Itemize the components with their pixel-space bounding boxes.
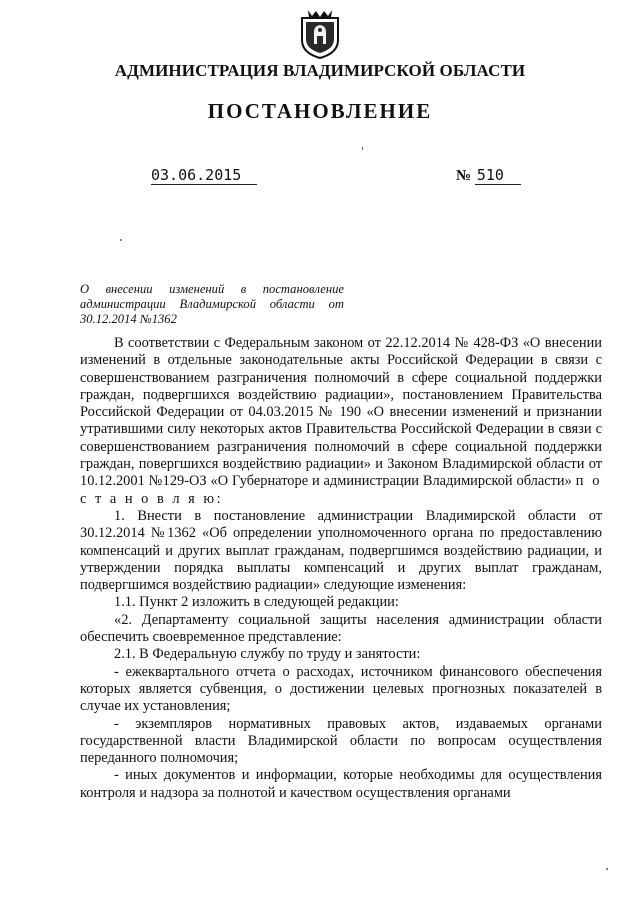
document-subject: О внесении изменений в постановление администрации Владимирской области от 30.12.2014 №1362 [80,282,344,326]
number-value: 510 [475,166,521,185]
item-1: 1. Внести в постановление администрации Владимирской области от 30.12.2014 №1362 «Об определении уполномоченного органа по предоставлению компенсаций и других выплат гражданам, подвергшимся воздействию радиации, и утверждении порядка выплаты компенсаций и других выплат гражданам, подвергшимся воздействию радиации» следующие изменения: [80,507,602,594]
bullet-2: - экземпляров нормативных правовых актов, издаваемых органами государственной власти Владимирской области по вопросам осуществления переданного полномочия; [80,715,602,767]
document-number [456,166,521,185]
bullet-3: - иных документов и информации, которые необходимы для осуществления контроля и надзора за полнотой и качеством осуществления органами [80,767,602,801]
document-date: 03.06.2015 [151,166,257,185]
document-body [80,335,602,802]
scan-speck [362,147,363,150]
number-label: № [456,168,472,184]
coat-of-arms-icon [298,6,342,60]
preamble-decree: п о с т а н о в л я ю: [80,473,602,507]
organization-name: АДМИНИСТРАЦИЯ ВЛАДИМИРСКОЙ ОБЛАСТИ [114,61,526,80]
quote-item-2: «2. Департаменту социальной защиты населения администрации области обеспечить своевременное представление: [80,611,602,646]
item-2-1: 2.1. В Федеральную службу по труду и занятости: [114,646,421,663]
preamble [80,335,602,508]
scan-speck [120,239,122,241]
preamble-main: В соответствии с Федеральным законом от 22.12.2014 № 428-ФЗ «О внесении изменений в отдельные законодательные акты Российской Федерации в связи с совершенствованием разграничения полномочий в сфере социальной поддержки граждан, подвергшихся воздействию радиации», постановлением Правительства Российской Федерации от 04.03.2015 № 190 «О внесении изменений и признании утратившими силу некоторых актов Правительства Российской Федерации в связи с совершенствованием разграничения полномочий в сфере социальной поддержки граждан, повергшихся воздействию радиации» и Законом Владимирской области от 10.12.2001 №129-ОЗ «О Губернаторе и администрации Владимирской области» [80,335,602,490]
item-1-1: 1.1. Пункт 2 изложить в следующей редакции: [114,594,399,611]
scan-speck [606,868,608,870]
bullet-1: - ежеквартального отчета о расходах, источником финансового обеспечения которых является субвенция, о достижении целевых прогнозных показателей в случае их установления; [80,663,602,715]
document-type-title: ПОСТАНОВЛЕНИЕ [207,99,433,123]
